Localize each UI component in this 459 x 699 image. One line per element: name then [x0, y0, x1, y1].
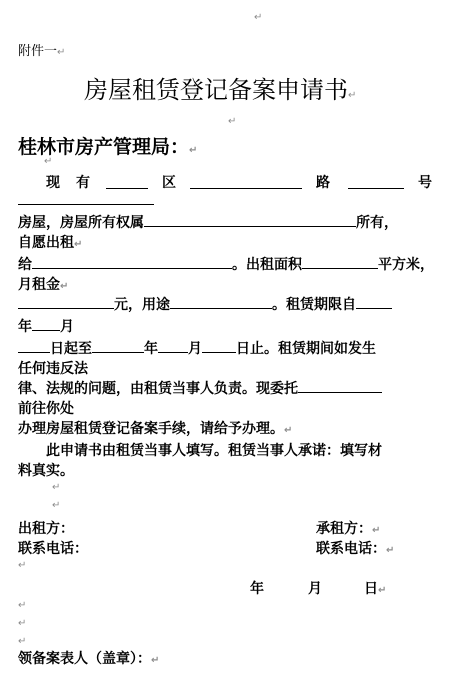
owner-blank[interactable]: [144, 212, 356, 227]
date-month: 月: [308, 581, 322, 597]
date-year: 年: [250, 581, 264, 597]
lessor-label: 出租方：: [18, 521, 74, 537]
date-day: 日↵: [364, 581, 387, 597]
start-month-blank[interactable]: [32, 316, 60, 331]
end-month-blank[interactable]: [158, 338, 188, 353]
lessee-contact-label: 联系电话：↵: [316, 541, 395, 557]
paragraph-mark: ↵: [18, 618, 27, 629]
district-name-blank[interactable]: [190, 174, 302, 189]
road-blank[interactable]: [348, 174, 404, 189]
document-title: 房屋租赁登记备案申请书↵: [84, 76, 357, 104]
district-blank[interactable]: [106, 174, 148, 189]
commitment-line-1: 此申请书由租赁当事人填写。租赁当事人承诺：填写材: [46, 443, 382, 459]
recorder-label: 领备案表人（盖章）：↵: [18, 651, 160, 667]
paragraph-mark: ↵: [52, 500, 61, 511]
paragraph-mark: ↵: [18, 636, 27, 647]
paragraph-mark: ↵: [228, 116, 237, 127]
body-line-3: 自愿出租↵: [18, 235, 83, 251]
end-day-blank[interactable]: [202, 338, 236, 353]
body-line-8: 日起至 年 月 日止。租赁期间如发生: [18, 338, 376, 358]
usage-blank[interactable]: [170, 294, 272, 309]
agent-blank[interactable]: [298, 378, 382, 393]
addressee: 桂林市房产管理局：↵: [18, 136, 198, 158]
body-line-11: 前往你处: [18, 401, 74, 417]
lessee-name-blank[interactable]: [32, 254, 232, 269]
lessee-label: 承租方：↵: [316, 521, 381, 537]
body-line-4: 给 。出租面积 平方米，: [18, 254, 434, 274]
end-year-blank[interactable]: [92, 338, 144, 353]
paragraph-mark: ↵: [18, 600, 27, 611]
body-line-5: 月租金↵: [18, 277, 69, 293]
start-year-blank[interactable]: [356, 294, 392, 309]
start-day-blank[interactable]: [18, 338, 50, 353]
area-blank[interactable]: [302, 254, 378, 269]
body-line-1: 现 有 区 路 号: [46, 175, 432, 191]
paragraph-mark: ↵: [52, 482, 61, 493]
paragraph-mark: ↵: [18, 560, 27, 571]
house-number-blank[interactable]: [18, 190, 154, 205]
paragraph-mark: ↵: [254, 12, 263, 23]
commitment-line-2: 料真实。: [18, 463, 74, 479]
attachment-label: 附件一↵: [18, 44, 66, 59]
body-line-9: 任何违反法: [18, 361, 88, 377]
body-line-6: 元，用途 。租赁期限自: [18, 294, 392, 314]
body-line-10: 律、法规的问题，由租赁当事人负责。现委托: [18, 378, 382, 398]
lessor-contact-label: 联系电话：: [18, 541, 88, 557]
paragraph-mark: ↵: [44, 156, 53, 167]
rent-blank[interactable]: [18, 294, 114, 309]
body-line-2: 房屋，房屋所有权属 所有，: [18, 212, 398, 232]
body-line-7: 年 月: [18, 316, 74, 336]
body-line-12: 办理房屋租赁登记备案手续，请给予办理。↵: [18, 421, 293, 437]
